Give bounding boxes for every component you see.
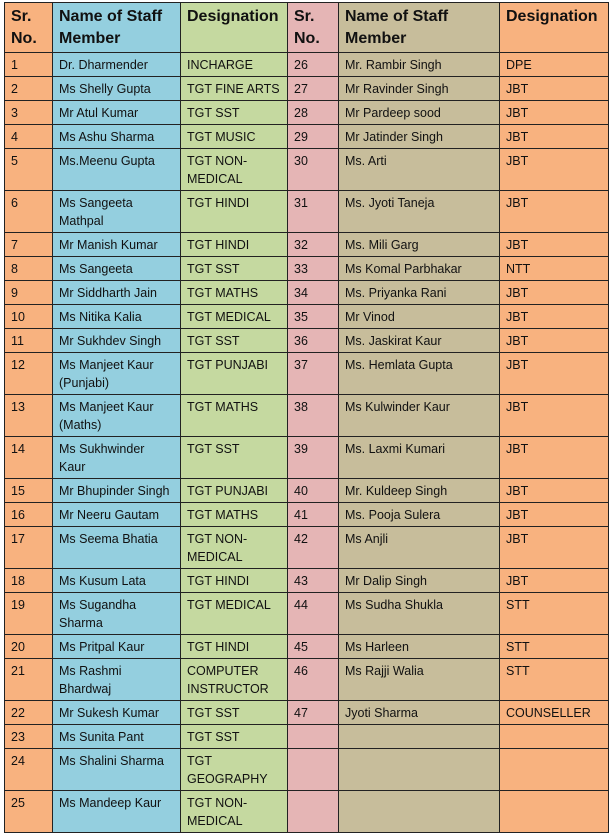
designation-cell: TGT MUSIC	[181, 125, 288, 149]
staff-name-cell: Mr Vinod	[339, 305, 500, 329]
sr-no-cell: 40	[288, 479, 339, 503]
staff-name-cell: Mr. Rambir Singh	[339, 53, 500, 77]
sr-no-cell: 38	[288, 395, 339, 437]
designation-cell: TGT FINE ARTS	[181, 77, 288, 101]
designation-cell: TGT SST	[181, 437, 288, 479]
sr-no-cell: 2	[5, 77, 53, 101]
staff-name-cell: Ms Seema Bhatia	[53, 527, 181, 569]
staff-name-cell: Mr Atul Kumar	[53, 101, 181, 125]
sr-no-cell	[288, 749, 339, 791]
staff-name-cell: Ms. Mili Garg	[339, 233, 500, 257]
staff-name-cell: Ms. Pooja Sulera	[339, 503, 500, 527]
table-row	[5, 593, 609, 635]
designation-cell: TGT HINDI	[181, 191, 288, 233]
designation-cell: JBT	[500, 125, 609, 149]
sr-no-cell: 33	[288, 257, 339, 281]
designation-cell: TGT NON-MEDICAL	[181, 527, 288, 569]
staff-name-cell: Ms Kusum Lata	[53, 569, 181, 593]
sr-no-cell: 18	[5, 569, 53, 593]
sr-no-cell: 14	[5, 437, 53, 479]
table-row	[5, 749, 609, 791]
designation-cell: JBT	[500, 479, 609, 503]
sr-no-cell	[288, 725, 339, 749]
designation-cell: TGT MEDICAL	[181, 305, 288, 329]
sr-no-cell: 25	[5, 791, 53, 833]
staff-name-cell: Mr Neeru Gautam	[53, 503, 181, 527]
sr-no-cell: 30	[288, 149, 339, 191]
designation-cell: JBT	[500, 395, 609, 437]
designation-cell: TGT GEOGRAPHY	[181, 749, 288, 791]
staff-name-cell: Ms Harleen	[339, 635, 500, 659]
staff-name-cell: Dr. Dharmender	[53, 53, 181, 77]
sr-no-cell: 9	[5, 281, 53, 305]
designation-cell: JBT	[500, 149, 609, 191]
table-row	[5, 305, 609, 329]
staff-name-cell: Mr Sukhdev Singh	[53, 329, 181, 353]
staff-name-cell: Ms Kulwinder Kaur	[339, 395, 500, 437]
designation-cell: TGT MATHS	[181, 503, 288, 527]
staff-name-cell: Ms Sugandha Sharma	[53, 593, 181, 635]
staff-name-cell: Mr Ravinder Singh	[339, 77, 500, 101]
staff-name-cell: Jyoti Sharma	[339, 701, 500, 725]
staff-name-cell: Mr Manish Kumar	[53, 233, 181, 257]
table-row	[5, 395, 609, 437]
designation-cell: TGT HINDI	[181, 635, 288, 659]
designation-cell: JBT	[500, 437, 609, 479]
staff-name-cell: Ms. Hemlata Gupta	[339, 353, 500, 395]
sr-no-cell: 8	[5, 257, 53, 281]
designation-cell	[500, 791, 609, 833]
staff-name-cell: Ms Anjli	[339, 527, 500, 569]
staff-name-cell: Ms Shalini Sharma	[53, 749, 181, 791]
staff-name-cell: Ms. Jyoti Taneja	[339, 191, 500, 233]
sr-no-cell: 27	[288, 77, 339, 101]
designation-cell: TGT HINDI	[181, 569, 288, 593]
designation-cell: TGT MATHS	[181, 395, 288, 437]
staff-name-cell: Ms. Priyanka Rani	[339, 281, 500, 305]
staff-name-cell: Mr Siddharth Jain	[53, 281, 181, 305]
designation-cell: JBT	[500, 353, 609, 395]
designation-cell: JBT	[500, 233, 609, 257]
table-row	[5, 659, 609, 701]
header-staff-name: Name of Staff Member	[53, 3, 181, 53]
sr-no-cell: 39	[288, 437, 339, 479]
sr-no-cell: 43	[288, 569, 339, 593]
header-staff-name: Name of Staff Member	[339, 3, 500, 53]
table-row	[5, 101, 609, 125]
sr-no-cell: 16	[5, 503, 53, 527]
header-sr-no: Sr. No.	[288, 3, 339, 53]
designation-cell: JBT	[500, 281, 609, 305]
table-row	[5, 791, 609, 833]
header-designation: Designation	[181, 3, 288, 53]
designation-cell: JBT	[500, 77, 609, 101]
designation-cell: STT	[500, 593, 609, 635]
staff-name-cell: Ms Manjeet Kaur (Punjabi)	[53, 353, 181, 395]
designation-cell: TGT SST	[181, 329, 288, 353]
table-row	[5, 281, 609, 305]
table-row	[5, 125, 609, 149]
sr-no-cell: 31	[288, 191, 339, 233]
sr-no-cell: 17	[5, 527, 53, 569]
designation-cell: TGT SST	[181, 725, 288, 749]
sr-no-cell	[288, 791, 339, 833]
sr-no-cell: 6	[5, 191, 53, 233]
staff-name-cell: Mr Pardeep sood	[339, 101, 500, 125]
table-row	[5, 233, 609, 257]
sr-no-cell: 1	[5, 53, 53, 77]
designation-cell: JBT	[500, 527, 609, 569]
designation-cell: TGT NON-MEDICAL	[181, 791, 288, 833]
designation-cell: STT	[500, 659, 609, 701]
staff-name-cell: Ms Mandeep Kaur	[53, 791, 181, 833]
sr-no-cell: 4	[5, 125, 53, 149]
table-row	[5, 53, 609, 77]
designation-cell: TGT MATHS	[181, 281, 288, 305]
sr-no-cell: 3	[5, 101, 53, 125]
staff-name-cell: Ms Manjeet Kaur (Maths)	[53, 395, 181, 437]
sr-no-cell: 12	[5, 353, 53, 395]
staff-name-cell: Ms Sangeeta Mathpal	[53, 191, 181, 233]
designation-cell: JBT	[500, 329, 609, 353]
staff-name-cell: Ms Sukhwinder Kaur	[53, 437, 181, 479]
designation-cell: INCHARGE	[181, 53, 288, 77]
table-row	[5, 503, 609, 527]
staff-name-cell	[339, 725, 500, 749]
sr-no-cell: 10	[5, 305, 53, 329]
designation-cell: TGT MEDICAL	[181, 593, 288, 635]
table-row	[5, 635, 609, 659]
sr-no-cell: 21	[5, 659, 53, 701]
table-row	[5, 77, 609, 101]
sr-no-cell: 41	[288, 503, 339, 527]
staff-table-body	[5, 53, 609, 833]
table-row	[5, 701, 609, 725]
staff-name-cell: Ms. Jaskirat Kaur	[339, 329, 500, 353]
sr-no-cell: 42	[288, 527, 339, 569]
table-row	[5, 257, 609, 281]
staff-name-cell: Ms Sunita Pant	[53, 725, 181, 749]
designation-cell: TGT SST	[181, 701, 288, 725]
sr-no-cell: 24	[5, 749, 53, 791]
header-sr-no: Sr. No.	[5, 3, 53, 53]
designation-cell: TGT SST	[181, 101, 288, 125]
staff-name-cell: Ms Sudha Shukla	[339, 593, 500, 635]
table-row	[5, 479, 609, 503]
designation-cell	[500, 725, 609, 749]
staff-name-cell: Mr Sukesh Kumar	[53, 701, 181, 725]
staff-name-cell	[339, 791, 500, 833]
sr-no-cell: 28	[288, 101, 339, 125]
sr-no-cell: 13	[5, 395, 53, 437]
sr-no-cell: 19	[5, 593, 53, 635]
designation-cell: COUNSELLER	[500, 701, 609, 725]
designation-cell: JBT	[500, 101, 609, 125]
designation-cell: COMPUTER INSTRUCTOR	[181, 659, 288, 701]
sr-no-cell: 20	[5, 635, 53, 659]
staff-name-cell: Mr Jatinder Singh	[339, 125, 500, 149]
designation-cell: TGT NON-MEDICAL	[181, 149, 288, 191]
table-row	[5, 353, 609, 395]
table-row	[5, 725, 609, 749]
staff-name-cell: Ms.Meenu Gupta	[53, 149, 181, 191]
staff-name-cell: Mr Dalip Singh	[339, 569, 500, 593]
sr-no-cell: 47	[288, 701, 339, 725]
sr-no-cell: 36	[288, 329, 339, 353]
staff-name-cell: Mr. Kuldeep Singh	[339, 479, 500, 503]
sr-no-cell: 5	[5, 149, 53, 191]
staff-name-cell: Ms. Laxmi Kumari	[339, 437, 500, 479]
staff-name-cell: Mr Bhupinder Singh	[53, 479, 181, 503]
sr-no-cell: 46	[288, 659, 339, 701]
designation-cell: TGT PUNJABI	[181, 479, 288, 503]
staff-name-cell: Ms Komal Parbhakar	[339, 257, 500, 281]
staff-name-cell: Ms Nitika Kalia	[53, 305, 181, 329]
designation-cell: JBT	[500, 191, 609, 233]
designation-cell: DPE	[500, 53, 609, 77]
staff-name-cell	[339, 749, 500, 791]
staff-table	[4, 2, 609, 833]
table-row	[5, 569, 609, 593]
sr-no-cell: 15	[5, 479, 53, 503]
sr-no-cell: 26	[288, 53, 339, 77]
sr-no-cell: 32	[288, 233, 339, 257]
staff-name-cell: Ms. Arti	[339, 149, 500, 191]
table-row	[5, 437, 609, 479]
table-row	[5, 527, 609, 569]
designation-cell: JBT	[500, 305, 609, 329]
sr-no-cell: 44	[288, 593, 339, 635]
staff-name-cell: Ms Rashmi Bhardwaj	[53, 659, 181, 701]
staff-name-cell: Ms Pritpal Kaur	[53, 635, 181, 659]
designation-cell: JBT	[500, 569, 609, 593]
sr-no-cell: 35	[288, 305, 339, 329]
designation-cell: TGT SST	[181, 257, 288, 281]
designation-cell: JBT	[500, 503, 609, 527]
staff-name-cell: Ms Shelly Gupta	[53, 77, 181, 101]
sr-no-cell: 11	[5, 329, 53, 353]
designation-cell	[500, 749, 609, 791]
designation-cell: STT	[500, 635, 609, 659]
sr-no-cell: 29	[288, 125, 339, 149]
sr-no-cell: 22	[5, 701, 53, 725]
header-row	[5, 3, 609, 53]
designation-cell: TGT PUNJABI	[181, 353, 288, 395]
table-row	[5, 149, 609, 191]
staff-name-cell: Ms Ashu Sharma	[53, 125, 181, 149]
sr-no-cell: 23	[5, 725, 53, 749]
header-designation: Designation	[500, 3, 609, 53]
staff-name-cell: Ms Sangeeta	[53, 257, 181, 281]
table-row	[5, 329, 609, 353]
designation-cell: NTT	[500, 257, 609, 281]
sr-no-cell: 45	[288, 635, 339, 659]
sr-no-cell: 7	[5, 233, 53, 257]
sr-no-cell: 34	[288, 281, 339, 305]
table-row	[5, 191, 609, 233]
sr-no-cell: 37	[288, 353, 339, 395]
staff-name-cell: Ms Rajji Walia	[339, 659, 500, 701]
designation-cell: TGT HINDI	[181, 233, 288, 257]
